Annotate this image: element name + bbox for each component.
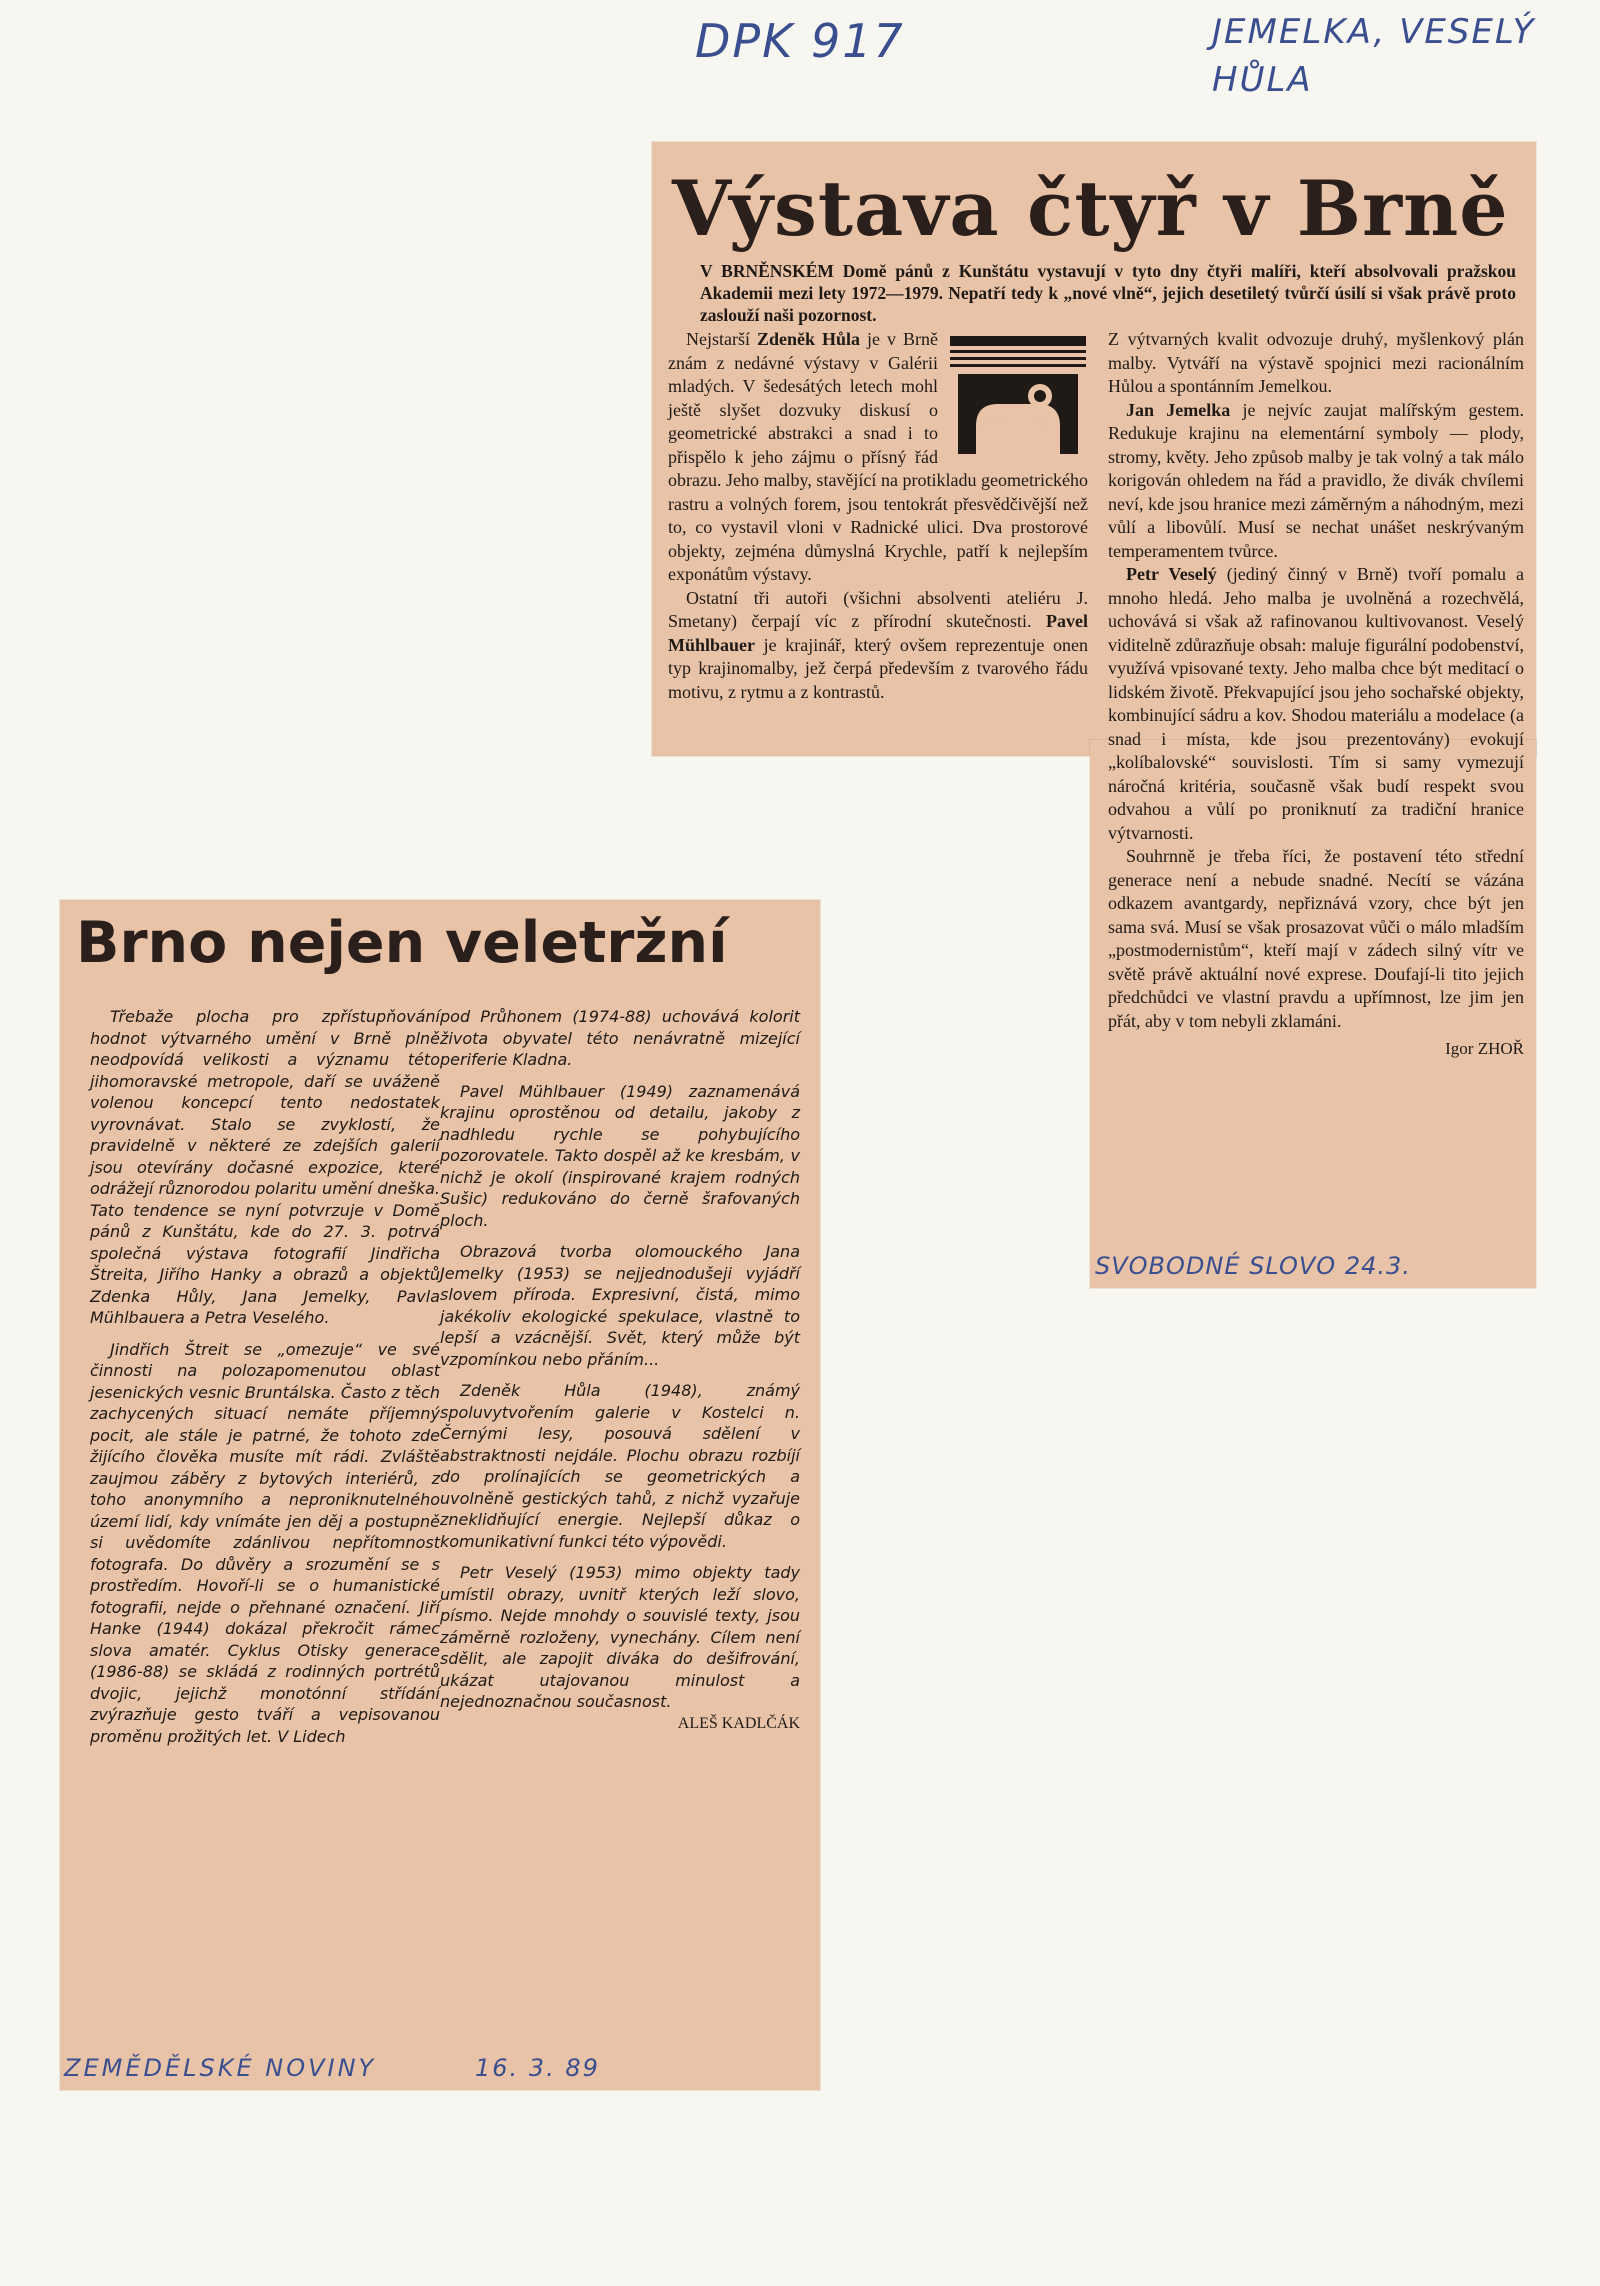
article-2-column-1 [90, 1006, 440, 1757]
artist-name: Zdeněk Hůla [756, 329, 861, 349]
text-run: je nejvíc zaujat malířským gestem. Redukuje krajinu na elementární symboly — plody, stromy, květy. Jeho způsob malby je tak volný a tak málo korigován ohledem na řád a pravidlo, že divák chvílemi neví, kde jsou hranice mezi záměrným a náhodným, mezi vůlí a libovůlí. Musí se nechat unášet neskrývaným temperamentem tvůrce. [1108, 399, 1524, 561]
handwritten-source-svobodne-slovo: SVOBODNÉ SLOVO 24.3. [1095, 1252, 1411, 1280]
article-2-paragraph: Zdeněk Hůla (1948), známý spoluvytvořením galerie v Kostelci n. Černými lesy, posouvá sdělení v abstraktnosti nejdále. Plochu obrazu rozbíjí do prolínajících se geometrických a uvolněně gestických tahů, z nichž vyzařuje zneklidňující energie. Nejlepší důkaz o komunikativní funkci této výpovědi. [440, 1381, 800, 1551]
article-2-author: ALEŠ KADLČÁK [677, 1714, 800, 1732]
article-1-headline: Výstava čtyř v Brně [672, 164, 1509, 253]
article-2-paragraph: pod Průhonem (1974-88) uchovává kolorit života obyvatel této nenávratně mizející periferie Kladna. [440, 1007, 800, 1069]
artist-name: Pavel Mühlbauer [668, 611, 1088, 655]
text-run: je v Brně znám z nedávné výstavy v Galérii mladých. V šedesátých letech mohl ještě slyšet dozvuky diskusí o geometrické abstrakci a snad i to přispělo k jeho zájmu o přísný řád obrazu. Jeho malby, stavějící na protikladu geometrického rastru a volných forem, jsou tentokrát přesvědčivější než to, co vystavil vloni v Radnické ulici. Dva prostorové objekty, zejména důmyslná Krychle, patří k nejlepším exponátům výstavy. [668, 329, 1088, 584]
article-1-paragraph: Souhrnně je třeba říci, že postavení této střední generace není a nebude snadné. Necítí se vázána odkazem avantgardy, nepřiznává vzory, chce být jen sama svá. Musí se však prosazovat vůči o málo mladším „postmodernistům“, kteří mají v zádech silný vítr ve světě právě aktuální nové exprese. Doufají-li tito jejich předchůdci ve vlastní pravdu a upřímnost, lze jim jen přát, aby v tom nebyli zklamáni. [1108, 846, 1524, 1031]
article-1-column-1 [668, 328, 1088, 704]
artist-name: Petr Veselý [1126, 564, 1217, 584]
article-1-paragraph [1108, 563, 1524, 845]
article-brno-nejen-veletrzni [60, 900, 820, 2090]
artist-name: Jan Jemelka [1126, 399, 1231, 420]
handwritten-artist-names: JEMELKA, VESELÝ HŮLA [1212, 12, 1536, 100]
text-run: je krajinář, který ovšem reprezentuje onen typ krajinomalby, jež čerpá především z tvarového řádu motivu, z rytmu a z kontrastů. [668, 634, 1088, 702]
article-2-headline: Brno nejen veletržní [76, 910, 728, 976]
article-2-paragraph: Jindřich Štreit se „omezuje“ ve své činnosti na polozapomenutou oblast jesenických vesnic Bruntálska. Často z těch zachycených situací nemáte příjemný pocit, ale stále je patrné, že tohoto zde žijícího člověka musíte mít rádi. Zvláště zaujmou záběry z bytových interiérů, z toho anonymního a neproniknutelného území lidí, kdy vnímáte jen děj a postupně si uvědomíte zdánlivou nepřítomnost fotografa. Do důvěry a srozumění se s prostředím. Hovoří-li se o humanistické fotografii, nejde o přehnané označení. Jiří Hanke (1944) dokázal překročit rámec slova amatér. Cyklus Otisky generace (1986-88) se skládá z rodinných portrétů dvojic, jejichž monotónní střídání zvýrazňuje gesto tváří a vepisovanou proměnu prožitých let. V Lidech [90, 1339, 440, 1746]
text-run: (jediný činný v Brně) tvoří pomalu a mnoho hledá. Jeho malba je uvolněná a rozechvělá, uchovává si však až rafinovanou kultivovanost. Veselý viditelně zdůrazňuje obsah: maluje figurální podobenství, využívá vpisované texty. Jeho malba chce být meditací o lidském životě. Překvapující jsou jeho sochařské objekty, kombinující sádru a kov. Shodou materiálu a modelace (a snad i místa, kde jsou prezentovány) evokují „kolíbalovské“ souvislosti. Tím si samy vymezují náročná kritéria, současně však budí respekt svou odvahou a vůlí po proniknutí za tradiční hranice výtvarnosti. [1108, 564, 1524, 843]
article-1-paragraph: Z výtvarných kvalit odvozuje druhý, myšlenkový plán malby. Vytváří na výstavě spojnici mezi racionálním Hůlou a spontánním Jemelkou. [1108, 329, 1524, 396]
hula-artwork-illustration [948, 334, 1088, 462]
article-2-paragraph: Petr Veselý (1953) mimo objekty tady umístil obrazy, uvnitř kterých leží slovo, písmo. Nejde mnohdy o souvislé texty, jsou záměrně rozloženy, vynechány. Cílem není sdělit, ale zapojit diváka do dešifrování, ukázat utajovanou minulost a nejednoznačnou současnost. [440, 1563, 800, 1711]
article-2-paragraph: Obrazová tvorba olomouckého Jana Jemelky (1953) se nejjednodušeji vyjádří slovem příroda. Expresivní, čistá, mimo jakékoliv ekologické spekulace, vlastně to lepší a vzácnější. Svět, který může být vzpomínkou nebo přáním... [440, 1242, 800, 1369]
text-run: Ostatní tři autoři (všichni absolventi ateliéru J. Smetany) čerpají víc z přírodní skutečnosti. [668, 587, 1088, 631]
text-run: Nejstarší [686, 329, 757, 349]
article-2-column-2 [440, 1006, 800, 1744]
article-1-paragraph [1108, 399, 1524, 564]
article-2-paragraph: Třebaže plocha pro zpřístupňování hodnot výtvarného umění v Brně plně neodpovídá velikosti a významu této jihomoravské metropole, daří se uváženě volenou koncepcí tento nedostatek vyrovnávat. Stalo se zvyklostí, že pravidelně v některé ze zdejších galerií jsou otevírány dočasné expozice, které odrážejí různorodou polaritu umění dneška. Tato tendence se nyní potvrzuje v Domě pánů z Kunštátu, kde do 27. 3. potrvá společná výstava fotografií Jindřicha Štreita, Jiřího Hanky a obrazů a objektů Zdenka Hůly, Jana Jemelky, Pavla Mühlbauera a Petra Veselého. [90, 1007, 440, 1327]
article-1-author: Igor ZHOŘ [1445, 1039, 1524, 1058]
article-1-column-2 [1108, 328, 1524, 1061]
article-1-paragraph [668, 328, 1088, 587]
handwritten-date: 16. 3. 89 [475, 2054, 600, 2082]
article-1-lede: V BRNĚNSKÉM Domě pánů z Kunštátu vystavují v tyto dny čtyři malíři, kteří absolvovali pražskou Akademii mezi lety 1972—1979. Nepatří tedy k „nové vlně“, jejich desetiletý tvůrčí úsilí si však právě proto zaslouží naši pozornost. [700, 261, 1516, 325]
handwritten-archive-number: DPK 917 [695, 14, 905, 68]
handwritten-source-zemedelske-noviny: ZEMĚDĚLSKÉ NOVINY [64, 2054, 377, 2082]
article-2-paragraph: Pavel Mühlbauer (1949) zaznamenává krajinu oprostěnou od detailu, jakoby z nadhledu rychle se pohybujícího pozorovatele. Takto dospěl až ke kresbám, v nichž je okolí (inspirované krajem rodných Sušic) redukováno do černě šrafovaných ploch. [440, 1081, 800, 1230]
article-1-paragraph [668, 587, 1088, 705]
